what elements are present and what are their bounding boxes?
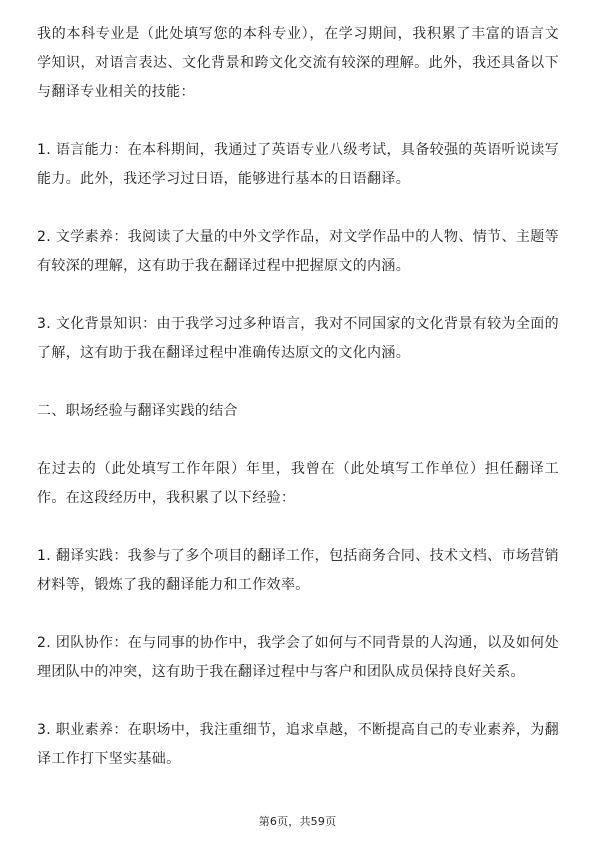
- page-number-footer: 第6页，共59页: [258, 815, 337, 828]
- paragraph-intro: 我的本科专业是（此处填写您的本科专业），在学习期间，我积累了丰富的语言文学知识，对语言表达、文化背景和跨文化交流有较深的理解。此外，我还具备以下与翻译专业相关的技能：: [37, 26, 559, 100]
- paragraph-spacer: [37, 194, 559, 223]
- document-body: [37, 20, 559, 774]
- paragraph-spacer: [37, 600, 559, 629]
- paragraph-spacer: [37, 513, 559, 542]
- paragraph-teamwork: 2. 团队协作：在与同事的协作中，我学会了如何与不同背景的人沟通，以及如何处理团队中的冲突，这有助于我在翻译过程中与客户和团队成员保持良好关系。: [37, 635, 559, 680]
- paragraph-language-ability: 1. 语言能力：在本科期间，我通过了英语专业八级考试，具备较强的英语听说读写能力。此外，我还学习过日语，能够进行基本的日语翻译。: [37, 142, 559, 187]
- paragraph-spacer: [37, 281, 559, 310]
- paragraph-spacer: [37, 687, 559, 716]
- paragraph-spacer: [37, 107, 559, 136]
- paragraph-work-history: 在过去的（此处填写工作年限）年里，我曾在（此处填写工作单位）担任翻译工作。在这段经历中，我积累了以下经验：: [37, 461, 559, 506]
- section-heading-workplace-experience: 二、职场经验与翻译实践的结合: [37, 403, 238, 419]
- paragraph-spacer: [37, 426, 559, 455]
- paragraph-translation-practice: 1. 翻译实践：我参与了多个项目的翻译工作，包括商务合同、技术文档、市场营销材料等，锻炼了我的翻译能力和工作效率。: [37, 548, 559, 593]
- paragraph-professionalism: 3. 职业素养：在职场中，我注重细节，追求卓越，不断提高自己的专业素养，为翻译工作打下坚实基础。: [37, 722, 559, 767]
- paragraph-spacer: [37, 368, 559, 397]
- paragraph-literary-literacy: 2. 文学素养：我阅读了大量的中外文学作品，对文学作品中的人物、情节、主题等有较深的理解，这有助于我在翻译过程中把握原文的内涵。: [37, 229, 559, 274]
- paragraph-cultural-knowledge: 3. 文化背景知识：由于我学习过多种语言，我对不同国家的文化背景有较为全面的了解，这有助于我在翻译过程中准确传达原文的文化内涵。: [37, 316, 559, 361]
